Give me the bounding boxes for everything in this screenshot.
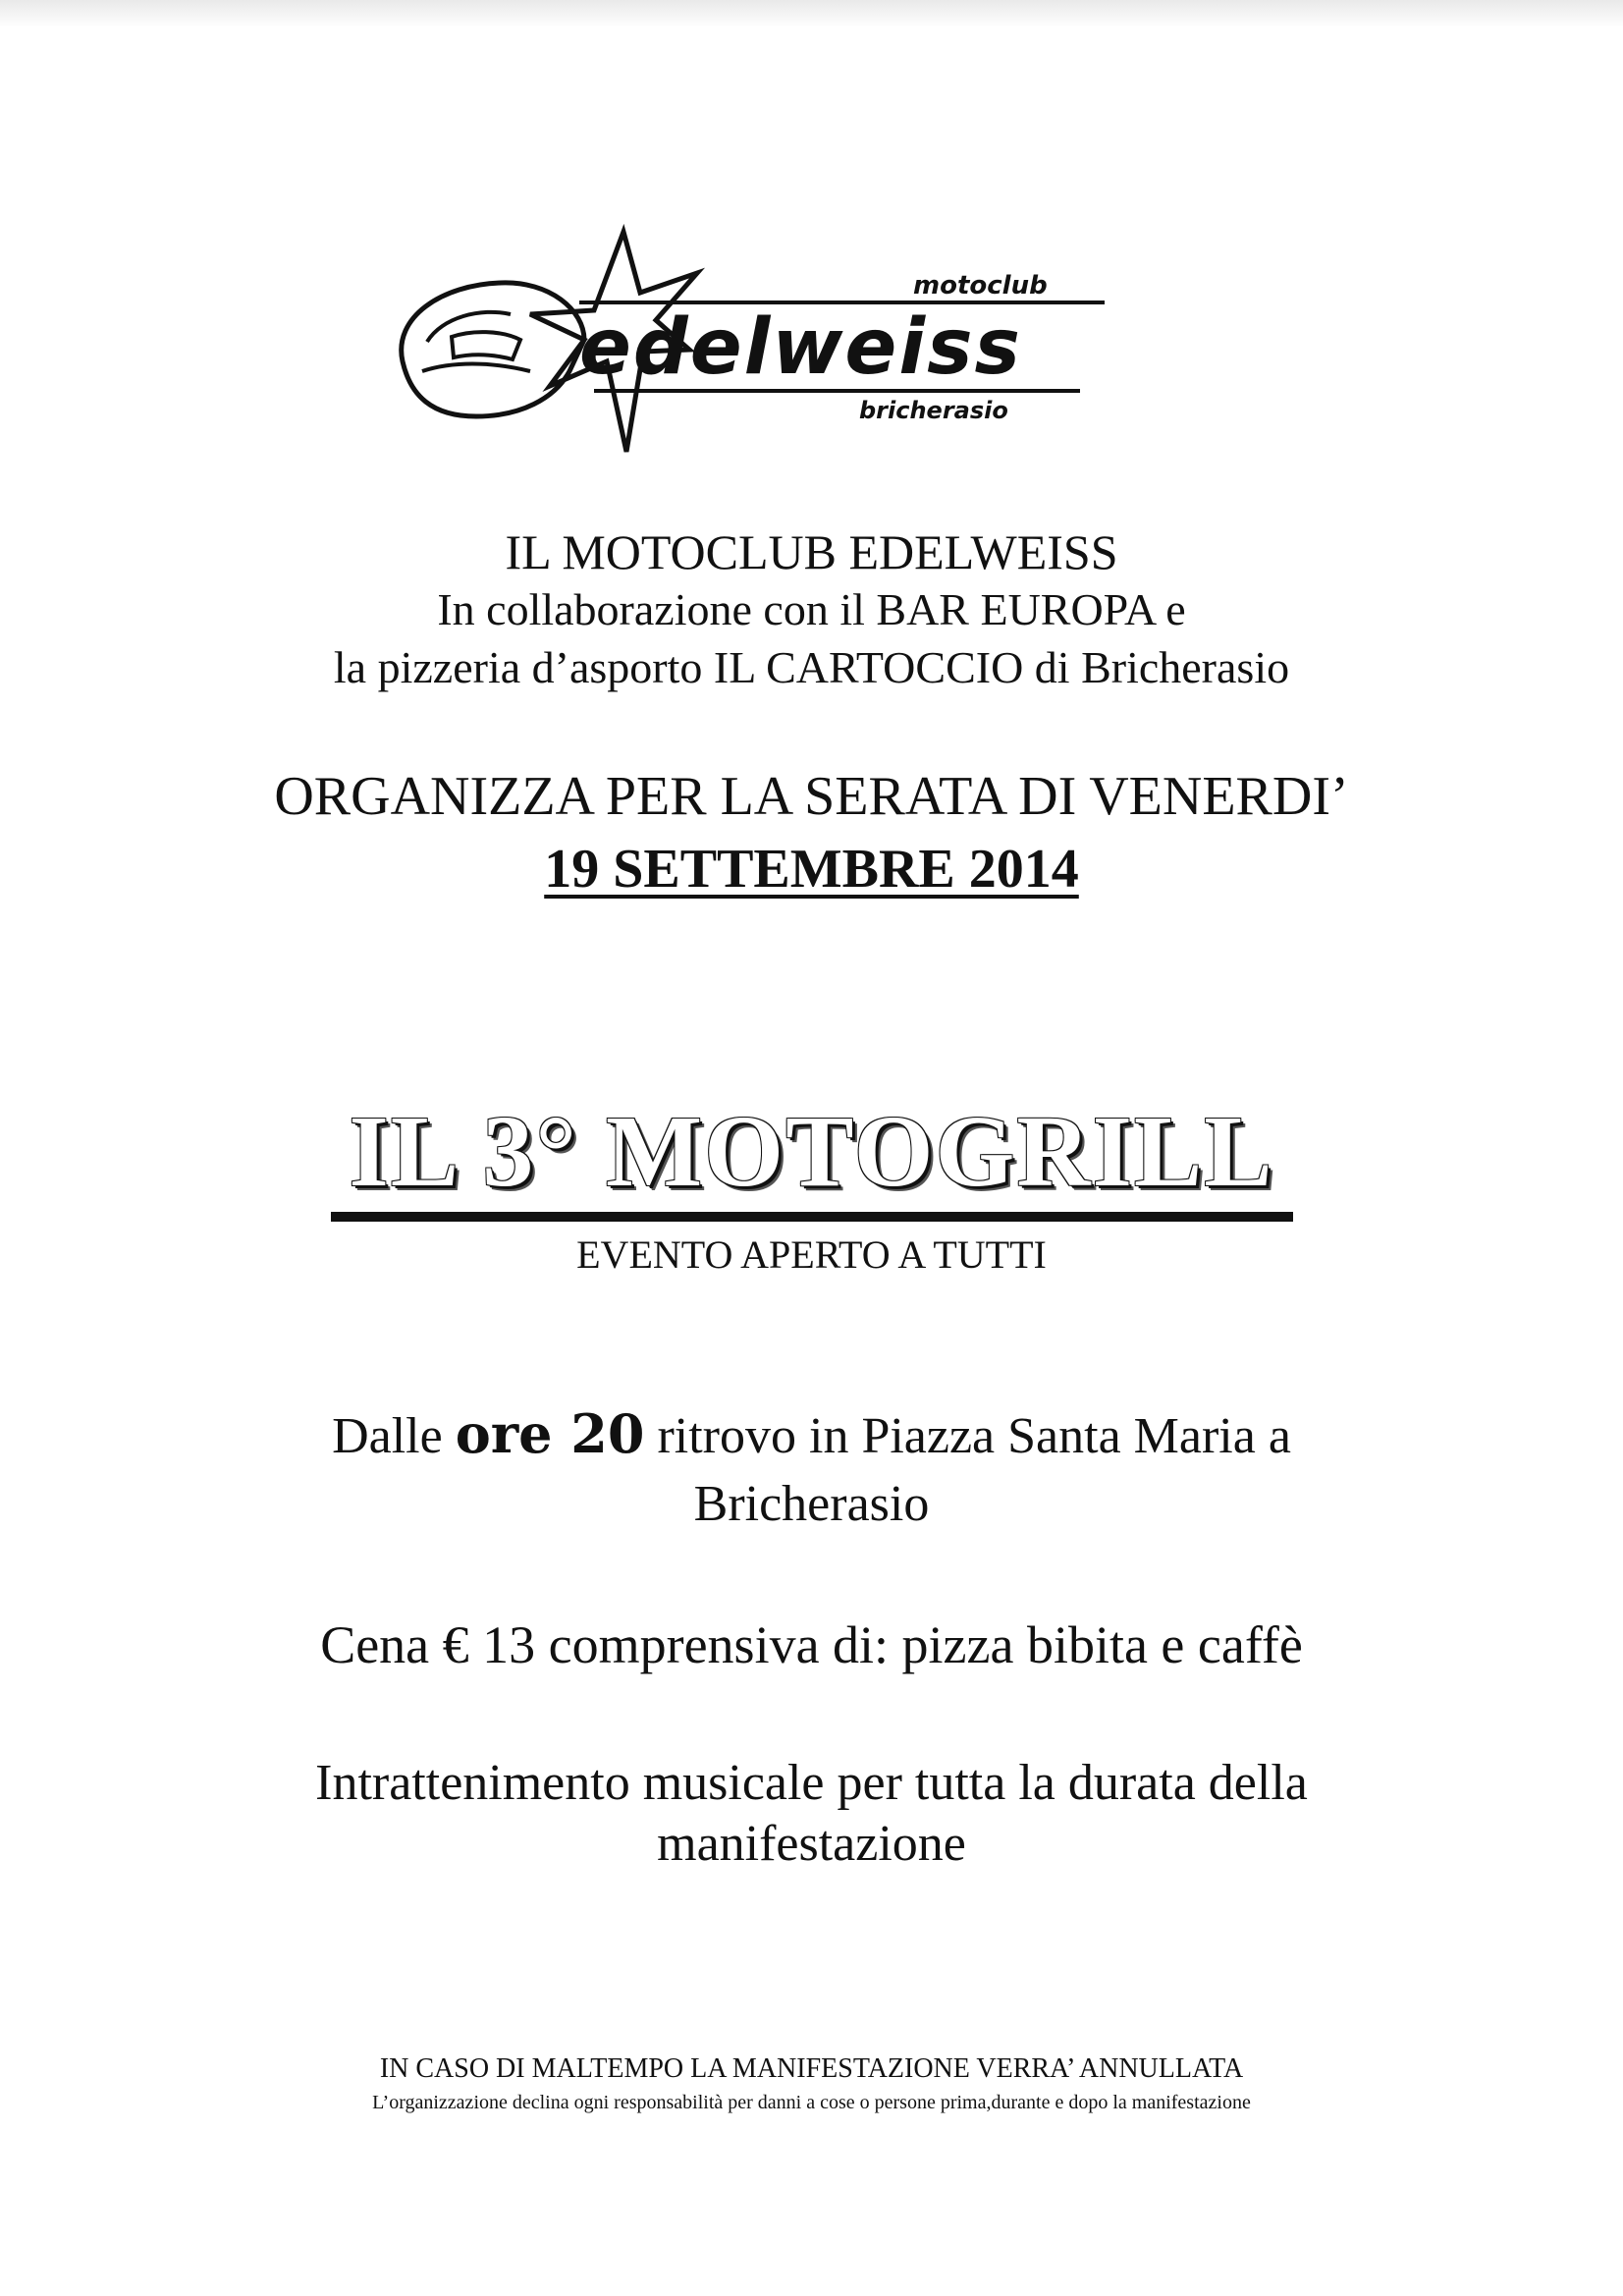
motoclub-logo <box>383 224 1109 469</box>
music-line-1: Intrattenimento musicale per tutta la durata della <box>315 1755 1308 1811</box>
meeting-time: ore 20 <box>455 1402 645 1465</box>
event-title: IL 3° MOTOGRILL <box>349 1095 1274 1208</box>
logo-bricherasio-text: bricherasio <box>859 397 1008 424</box>
title-underline <box>331 1212 1293 1222</box>
scan-shadow <box>0 0 1623 27</box>
organizes-line: ORGANIZZA PER LA SERATA DI VENERDI’ <box>274 766 1349 827</box>
event-subtitle: EVENTO APERTO A TUTTI <box>576 1232 1047 1277</box>
meeting-pre-text: Dalle <box>332 1408 443 1464</box>
event-date <box>0 837 1623 902</box>
intro-line-1: IL MOTOCLUB EDELWEISS <box>505 524 1118 579</box>
meeting-line-2: Bricherasio <box>693 1476 930 1532</box>
dinner-line: Cena € 13 comprensiva di: pizza bibita e caffè <box>320 1615 1303 1674</box>
intro-line-3: la pizzeria d’asporto IL CARTOCCIO di Bricherasio <box>333 642 1290 692</box>
event-date-text: 19 SETTEMBRE 2014 <box>544 839 1079 900</box>
disclaimer-note: L’organizzazione declina ogni responsabilità per danni a cose o persone prima,durante e dopo la manifestazione <box>372 2092 1251 2113</box>
intro-line-2: In collaborazione con il BAR EUROPA e <box>437 584 1186 634</box>
meeting-line-1 <box>0 1402 1623 1468</box>
logo-edelweiss-text: edelweiss <box>579 303 1022 392</box>
music-line-2: manifestazione <box>657 1816 966 1872</box>
meeting-post-text: ritrovo in Piazza Santa Maria a <box>657 1408 1291 1464</box>
weather-note: IN CASO DI MALTEMPO LA MANIFESTAZIONE VERRA’ ANNULLATA <box>379 2053 1244 2084</box>
logo-motoclub-text: motoclub <box>913 271 1048 301</box>
